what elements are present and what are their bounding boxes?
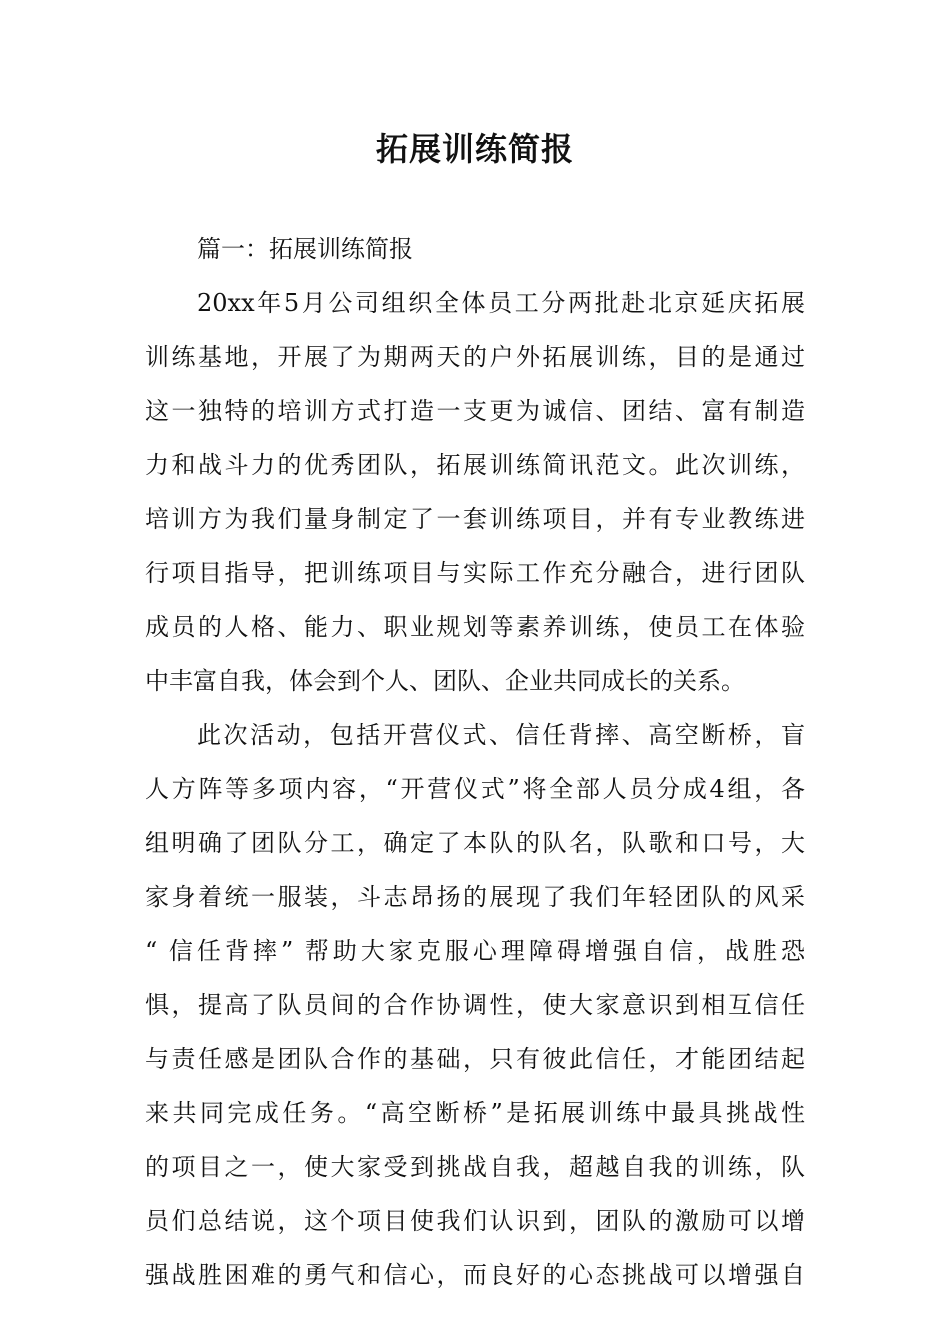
text-line: 篇一：拓展训练简报 [197, 235, 413, 263]
text-line: 行项目指导，把训练项目与实际工作充分融合，进行团队 [145, 559, 805, 587]
document-title: 拓展训练简报 [375, 130, 574, 168]
text-line: 惧，提高了队员间的合作协调性，使大家意识到相互信任 [145, 991, 805, 1019]
document-body [145, 222, 805, 1302]
text-line: 来共同完成任务。“高空断桥”是拓展训练中最具挑战性 [145, 1099, 805, 1127]
text-line: 强战胜困难的勇气和信心，而良好的心态挑战可以增强自 [145, 1261, 805, 1289]
text-line: 组明确了团队分工，确定了本队的队名，队歌和口号，大 [145, 829, 805, 857]
text-line: 成员的人格、能力、职业规划等素养训练，使员工在体验 [145, 613, 805, 641]
text-line: 此次活动，包括开营仪式、信任背摔、高空断桥，盲 [197, 721, 805, 749]
text-line: 训练基地，开展了为期两天的户外拓展训练，目的是通过 [145, 343, 805, 371]
text-line: 家身着统一服装，斗志昂扬的展现了我们年轻团队的风采 [145, 883, 805, 911]
text-line: 力和战斗力的优秀团队，拓展训练简讯范文。此次训练， [145, 451, 805, 479]
text-line: “ 信任背摔” 帮助大家克服心理障碍增强自信，战胜恐 [145, 937, 805, 965]
text-line: 员们总结说，这个项目使我们认识到，团队的激励可以增 [145, 1207, 805, 1235]
text-line: 与责任感是团队合作的基础，只有彼此信任，才能团结起 [145, 1045, 805, 1073]
text-line: 培训方为我们量身制定了一套训练项目，并有专业教练进 [145, 505, 805, 533]
text-line: 中丰富自我，体会到个人、团队、企业共同成长的关系。 [145, 667, 745, 695]
text-line: 的项目之一，使大家受到挑战自我，超越自我的训练，队 [145, 1153, 805, 1181]
text-line: 20xx年5月公司组织全体员工分两批赴北京延庆拓展 [197, 289, 805, 317]
text-line: 人方阵等多项内容，“开营仪式”将全部人员分成4组，各 [145, 775, 805, 803]
text-line: 这一独特的培训方式打造一支更为诚信、团结、富有制造 [145, 397, 805, 425]
